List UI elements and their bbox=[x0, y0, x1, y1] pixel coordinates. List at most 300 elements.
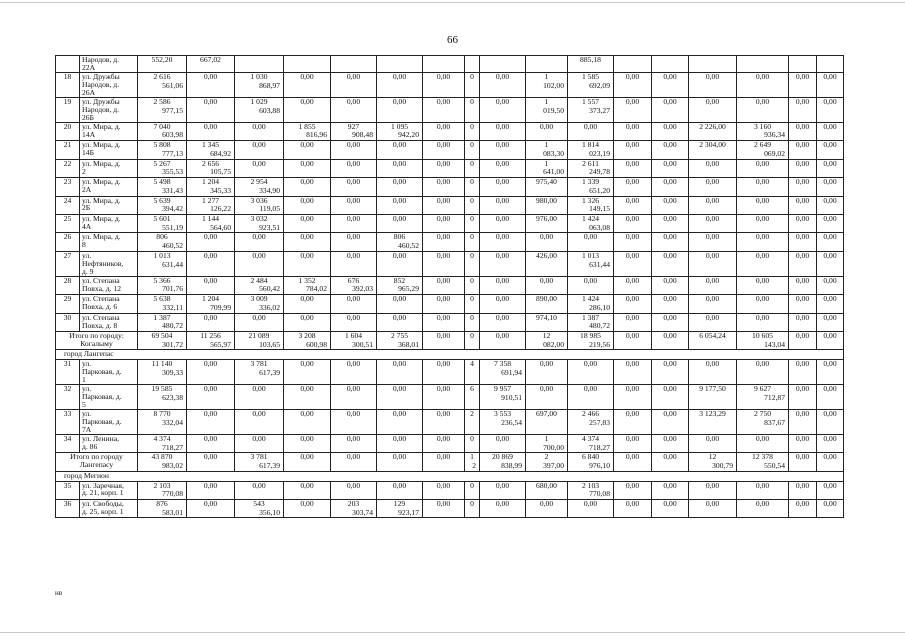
value-cell bbox=[737, 332, 789, 350]
value-cell bbox=[138, 410, 187, 435]
value-line: 0,00 bbox=[300, 177, 314, 187]
value-cell bbox=[737, 313, 789, 331]
value-line: 0,00 bbox=[300, 359, 314, 369]
value-line: 3 553 bbox=[493, 409, 512, 418]
value-line: 2 bbox=[470, 409, 474, 418]
value-cell bbox=[689, 178, 737, 196]
address-line: д. 21, корп. 1 bbox=[82, 488, 124, 498]
value-cell bbox=[138, 434, 187, 452]
value-cell bbox=[689, 97, 737, 122]
value-line: 3 123,29 bbox=[699, 409, 726, 418]
value-line: 1 557 bbox=[581, 97, 600, 106]
value-line: 0,00 bbox=[755, 196, 770, 205]
value-line: 11 256 bbox=[200, 331, 221, 341]
value-line: 0,00 bbox=[346, 452, 361, 462]
value-line: 0,00 bbox=[823, 214, 837, 223]
value-line: 0,00 bbox=[300, 294, 314, 304]
value-cell bbox=[284, 56, 331, 73]
value-cell bbox=[526, 251, 568, 276]
value-line: 0,00 bbox=[625, 177, 640, 187]
value-cell bbox=[526, 276, 568, 294]
address-line: ул. bbox=[82, 359, 92, 369]
value-line: 0,00 bbox=[300, 251, 314, 260]
value-line: 0,00 bbox=[495, 313, 510, 322]
address-cell bbox=[80, 276, 138, 294]
value-cell bbox=[789, 159, 817, 177]
address-line: ул. Заречная, bbox=[82, 481, 124, 490]
value-cell bbox=[689, 233, 737, 251]
value-cell bbox=[284, 499, 331, 517]
value-line: 2 103 bbox=[581, 481, 600, 490]
value-line: 0,00 bbox=[663, 384, 677, 394]
value-cell bbox=[652, 97, 689, 122]
value-cell bbox=[817, 410, 844, 435]
value-line: 0,00 bbox=[392, 177, 407, 187]
value-line: 0,00 bbox=[495, 499, 510, 508]
address-line: Народов, д. bbox=[82, 55, 120, 64]
value-line: 0,00 bbox=[203, 251, 218, 260]
value-line: 0 bbox=[470, 499, 474, 508]
value-line: 806 bbox=[393, 232, 406, 242]
value-cell bbox=[568, 360, 614, 385]
value-line: 5 498 bbox=[153, 177, 171, 187]
value-line: 332,11 bbox=[162, 302, 183, 312]
address-line: 5 bbox=[82, 400, 86, 410]
address-line: ул. Степана bbox=[82, 276, 120, 285]
value-cell bbox=[614, 214, 652, 232]
value-cell bbox=[187, 251, 235, 276]
value-line: 0,00 bbox=[795, 177, 810, 187]
value-line: 249,78 bbox=[589, 167, 610, 177]
value-line: 0,00 bbox=[663, 72, 677, 81]
value-cell bbox=[817, 97, 844, 122]
row-number: 31 bbox=[56, 360, 80, 385]
value-line: 0 bbox=[470, 294, 474, 304]
value-line: 5 267 bbox=[153, 159, 171, 168]
value-line: 0,00 bbox=[705, 232, 720, 242]
value-line: 334,90 bbox=[259, 185, 280, 195]
address-line: 14А bbox=[82, 129, 96, 139]
value-cell bbox=[235, 434, 284, 452]
value-line: 0,00 bbox=[755, 232, 770, 242]
value-line: 219,56 bbox=[589, 339, 610, 349]
value-line: 0,00 bbox=[539, 499, 554, 508]
value-line: 0,00 bbox=[795, 214, 810, 223]
value-line: 6 054,24 bbox=[699, 331, 726, 341]
value-line: 0,00 bbox=[300, 452, 314, 462]
value-line: 373,27 bbox=[589, 105, 610, 115]
value-line: 684,92 bbox=[210, 148, 231, 158]
address-line: ул. Свободы, bbox=[82, 499, 124, 508]
total-row bbox=[56, 453, 844, 471]
value-cell bbox=[423, 122, 465, 140]
value-line: 806 bbox=[156, 232, 168, 242]
value-line: 10 605 bbox=[752, 331, 773, 341]
value-line: 0,00 bbox=[346, 72, 361, 81]
value-cell bbox=[284, 360, 331, 385]
value-line: 1 bbox=[544, 97, 549, 106]
value-cell bbox=[526, 385, 568, 410]
value-cell bbox=[187, 385, 235, 410]
value-cell bbox=[568, 56, 614, 73]
value-cell bbox=[526, 499, 568, 517]
value-line: 19 585 bbox=[151, 384, 173, 394]
row-number: 25 bbox=[56, 214, 80, 232]
value-cell bbox=[235, 72, 284, 97]
value-line: 0,00 bbox=[823, 481, 837, 490]
value-cell bbox=[138, 122, 187, 140]
address-cell bbox=[80, 122, 138, 140]
value-line: 0 bbox=[470, 331, 474, 341]
value-cell bbox=[284, 97, 331, 122]
value-line: 426,00 bbox=[536, 251, 557, 260]
budget-table bbox=[55, 55, 844, 518]
value-line: 0,00 bbox=[436, 499, 451, 508]
value-cell bbox=[817, 196, 844, 214]
value-line: 3 036 bbox=[250, 196, 268, 205]
value-cell bbox=[689, 499, 737, 517]
value-line: 0,00 bbox=[625, 159, 640, 168]
value-line: 0,00 bbox=[755, 481, 770, 490]
value-line: 0,00 bbox=[795, 72, 810, 81]
value-line: 1 855 bbox=[298, 122, 316, 131]
value-cell bbox=[737, 196, 789, 214]
value-cell bbox=[423, 159, 465, 177]
value-line: 0,00 bbox=[663, 331, 677, 341]
value-line: 0,00 bbox=[705, 313, 720, 322]
address-cell bbox=[80, 313, 138, 331]
value-line: 0,00 bbox=[436, 251, 451, 260]
value-cell bbox=[737, 410, 789, 435]
value-cell bbox=[138, 159, 187, 177]
value-cell bbox=[423, 481, 465, 499]
value-line: 394,42 bbox=[162, 204, 183, 214]
value-line: 3 781 bbox=[250, 452, 268, 462]
value-cell bbox=[652, 295, 689, 313]
value-cell bbox=[138, 72, 187, 97]
value-line: 718,27 bbox=[589, 442, 610, 452]
value-cell bbox=[235, 385, 284, 410]
value-cell bbox=[187, 72, 235, 97]
value-cell bbox=[377, 332, 423, 350]
value-cell bbox=[331, 313, 377, 331]
value-cell bbox=[138, 332, 187, 350]
value-cell bbox=[284, 385, 331, 410]
value-cell bbox=[789, 295, 817, 313]
value-cell bbox=[377, 97, 423, 122]
value-cell bbox=[187, 453, 235, 471]
value-cell bbox=[187, 122, 235, 140]
value-line: 12 bbox=[542, 331, 551, 341]
value-cell bbox=[526, 233, 568, 251]
value-line: 2 649 bbox=[753, 140, 772, 150]
total-label bbox=[56, 332, 138, 350]
value-line: 203 bbox=[347, 499, 360, 508]
value-line: 2 103 bbox=[153, 481, 171, 490]
value-line: 0,00 bbox=[625, 481, 640, 490]
value-cell bbox=[737, 434, 789, 452]
value-line: 1 352 bbox=[298, 276, 316, 285]
value-line: 543 bbox=[253, 499, 265, 508]
value-line: 0,00 bbox=[436, 359, 451, 369]
value-line: 0,00 bbox=[436, 97, 451, 106]
total-label-line: Лангепасу bbox=[79, 460, 114, 470]
value-line: 551,19 bbox=[162, 222, 183, 232]
value-cell bbox=[652, 72, 689, 97]
value-cell bbox=[138, 385, 187, 410]
value-line: 7 040 bbox=[153, 122, 171, 131]
value-cell bbox=[789, 385, 817, 410]
value-line: 3 009 bbox=[250, 294, 268, 304]
value-cell bbox=[789, 141, 817, 159]
value-line: 0,00 bbox=[663, 276, 677, 285]
value-cell bbox=[568, 233, 614, 251]
value-line: 0,00 bbox=[436, 196, 451, 205]
value-line: 975,40 bbox=[536, 177, 557, 187]
value-cell bbox=[465, 159, 480, 177]
value-cell bbox=[331, 56, 377, 73]
total-row bbox=[56, 332, 844, 350]
value-line: 9 177,50 bbox=[699, 384, 726, 394]
value-line: 0,00 bbox=[823, 359, 837, 369]
value-line: 0,00 bbox=[495, 214, 510, 223]
value-line: 0,00 bbox=[539, 384, 554, 394]
value-line: 0 bbox=[470, 140, 474, 150]
value-cell bbox=[423, 313, 465, 331]
value-cell bbox=[465, 233, 480, 251]
value-line: 0,00 bbox=[755, 72, 770, 81]
value-cell bbox=[737, 159, 789, 177]
value-line: 1 585 bbox=[581, 72, 600, 81]
value-line: 149,15 bbox=[589, 204, 610, 214]
value-line: 0,00 bbox=[495, 294, 510, 304]
value-cell bbox=[689, 72, 737, 97]
value-line: 0,00 bbox=[823, 251, 837, 260]
value-cell bbox=[465, 214, 480, 232]
value-line: 300,51 bbox=[352, 339, 373, 349]
value-line: 0,00 bbox=[495, 196, 510, 205]
total-label-line: Итого по городу bbox=[70, 452, 123, 462]
value-cell bbox=[284, 72, 331, 97]
value-cell bbox=[652, 410, 689, 435]
value-cell bbox=[331, 251, 377, 276]
value-line: 0,00 bbox=[823, 409, 837, 418]
value-cell bbox=[423, 499, 465, 517]
value-cell bbox=[817, 499, 844, 517]
value-cell bbox=[187, 97, 235, 122]
address-cell bbox=[80, 385, 138, 410]
value-line: 0,00 bbox=[663, 434, 677, 443]
total-label-line: Когалыму bbox=[80, 339, 113, 348]
value-line: 0,00 bbox=[539, 359, 554, 369]
value-cell bbox=[331, 481, 377, 499]
value-line: 0,00 bbox=[203, 232, 218, 242]
value-line: 0,00 bbox=[795, 159, 810, 168]
value-cell bbox=[652, 481, 689, 499]
value-line: 0,00 bbox=[663, 196, 677, 205]
value-cell bbox=[465, 481, 480, 499]
value-line: 0 bbox=[470, 177, 474, 187]
value-cell bbox=[465, 178, 480, 196]
value-cell bbox=[480, 56, 526, 73]
value-line: 0,00 bbox=[795, 140, 810, 150]
value-line: 0,00 bbox=[252, 140, 266, 150]
value-line: 0,00 bbox=[795, 499, 810, 508]
value-line: 257,83 bbox=[589, 417, 610, 427]
value-cell bbox=[817, 453, 844, 471]
value-line: 0,00 bbox=[823, 313, 837, 322]
value-cell bbox=[737, 481, 789, 499]
value-line: 0,00 bbox=[436, 434, 451, 443]
value-cell bbox=[465, 97, 480, 122]
value-cell bbox=[614, 122, 652, 140]
value-line: 1 814 bbox=[581, 140, 600, 150]
address-cell bbox=[80, 178, 138, 196]
value-cell bbox=[235, 141, 284, 159]
value-cell bbox=[652, 233, 689, 251]
value-line: 5 808 bbox=[153, 140, 171, 150]
value-line: 0,00 bbox=[392, 452, 407, 462]
value-line: 0,00 bbox=[392, 384, 407, 394]
value-cell bbox=[817, 72, 844, 97]
value-line: 885,18 bbox=[580, 55, 601, 64]
value-line: 0,00 bbox=[203, 452, 218, 462]
value-line: 143,04 bbox=[764, 339, 785, 349]
value-cell bbox=[423, 214, 465, 232]
table-body bbox=[56, 56, 844, 518]
value-cell bbox=[614, 276, 652, 294]
value-cell bbox=[187, 332, 235, 350]
value-cell bbox=[465, 360, 480, 385]
value-line: 2 226,00 bbox=[699, 122, 726, 131]
value-line: 0,00 bbox=[795, 251, 810, 260]
value-line: 0,00 bbox=[663, 214, 677, 223]
value-cell bbox=[614, 360, 652, 385]
value-line: 0,00 bbox=[252, 313, 266, 322]
value-line: 0,00 bbox=[625, 140, 640, 150]
value-line: 641,00 bbox=[543, 167, 564, 177]
value-line: 0,00 bbox=[539, 276, 554, 285]
address-cell bbox=[80, 499, 138, 517]
value-cell bbox=[689, 196, 737, 214]
value-line: 868,97 bbox=[259, 80, 280, 90]
row-number: 24 bbox=[56, 196, 80, 214]
table-row bbox=[56, 159, 844, 177]
value-line: 0,00 bbox=[823, 331, 837, 341]
value-cell bbox=[652, 196, 689, 214]
value-cell bbox=[138, 178, 187, 196]
value-cell bbox=[789, 214, 817, 232]
address-line: Парковая, д. bbox=[82, 416, 122, 426]
value-line: 11 140 bbox=[151, 359, 173, 369]
value-cell bbox=[377, 385, 423, 410]
value-cell bbox=[187, 499, 235, 517]
row-number: 36 bbox=[56, 499, 80, 517]
value-line: 5 639 bbox=[153, 196, 171, 205]
value-line: 1 326 bbox=[581, 196, 600, 205]
value-line: 0,00 bbox=[663, 122, 677, 131]
value-line: 12 bbox=[708, 452, 717, 462]
value-line: 0,00 bbox=[625, 434, 640, 443]
value-line: 0,00 bbox=[625, 232, 640, 242]
address-cell bbox=[80, 159, 138, 177]
value-cell bbox=[187, 481, 235, 499]
value-cell bbox=[568, 97, 614, 122]
value-line: 0,00 bbox=[495, 122, 510, 131]
value-line: 0,00 bbox=[795, 97, 810, 106]
value-line: 0,00 bbox=[346, 481, 361, 490]
value-cell bbox=[423, 385, 465, 410]
value-cell bbox=[138, 97, 187, 122]
value-line: 0,00 bbox=[795, 481, 810, 490]
value-cell bbox=[737, 251, 789, 276]
value-cell bbox=[789, 332, 817, 350]
value-line: 0,00 bbox=[436, 481, 451, 490]
value-line: 0,00 bbox=[663, 409, 677, 418]
value-line: 0,00 bbox=[252, 481, 266, 490]
value-line: 0,00 bbox=[300, 384, 314, 394]
value-line: 6 840 bbox=[581, 452, 600, 462]
value-cell bbox=[689, 214, 737, 232]
value-cell bbox=[423, 196, 465, 214]
value-line: 0,00 bbox=[203, 359, 218, 369]
value-cell bbox=[284, 196, 331, 214]
value-line: 1 095 bbox=[390, 122, 409, 131]
value-line: 0,00 bbox=[436, 276, 451, 285]
value-line: 927 bbox=[347, 122, 360, 131]
value-cell bbox=[614, 410, 652, 435]
value-line: 980,00 bbox=[536, 196, 557, 205]
address-cell bbox=[80, 141, 138, 159]
value-cell bbox=[465, 453, 480, 471]
value-line: 697,00 bbox=[536, 409, 557, 418]
address-line: ул. bbox=[82, 251, 92, 260]
value-line: 2 954 bbox=[250, 177, 268, 187]
value-line: 550,54 bbox=[764, 461, 785, 471]
value-line: 0,00 bbox=[625, 196, 640, 205]
address-cell bbox=[80, 196, 138, 214]
value-cell bbox=[138, 313, 187, 331]
value-line: 0,00 bbox=[252, 122, 266, 131]
value-line: 0,00 bbox=[300, 499, 314, 508]
value-line: 1 029 bbox=[250, 97, 268, 106]
value-cell bbox=[789, 196, 817, 214]
value-cell bbox=[235, 233, 284, 251]
value-line: 0,00 bbox=[495, 140, 510, 150]
value-cell bbox=[423, 410, 465, 435]
value-cell bbox=[689, 159, 737, 177]
value-line: 977,15 bbox=[162, 105, 183, 115]
value-cell bbox=[187, 360, 235, 385]
value-line: 0,00 bbox=[755, 159, 770, 168]
value-line: 0,00 bbox=[823, 452, 837, 462]
value-line: 770,08 bbox=[162, 489, 183, 499]
value-line: 617,39 bbox=[259, 367, 280, 377]
value-line: 2 304,00 bbox=[699, 140, 726, 150]
value-line: 0,00 bbox=[392, 434, 407, 443]
value-line: 0,00 bbox=[823, 434, 837, 443]
value-line: 0,00 bbox=[495, 331, 510, 341]
value-cell bbox=[331, 214, 377, 232]
value-cell bbox=[331, 385, 377, 410]
value-cell bbox=[526, 159, 568, 177]
value-cell bbox=[138, 499, 187, 517]
address-line: ул. Мира, д. bbox=[82, 140, 121, 150]
value-cell bbox=[465, 332, 480, 350]
address-cell bbox=[80, 214, 138, 232]
value-line: 1 424 bbox=[581, 214, 600, 223]
value-line: 019,50 bbox=[543, 105, 564, 115]
